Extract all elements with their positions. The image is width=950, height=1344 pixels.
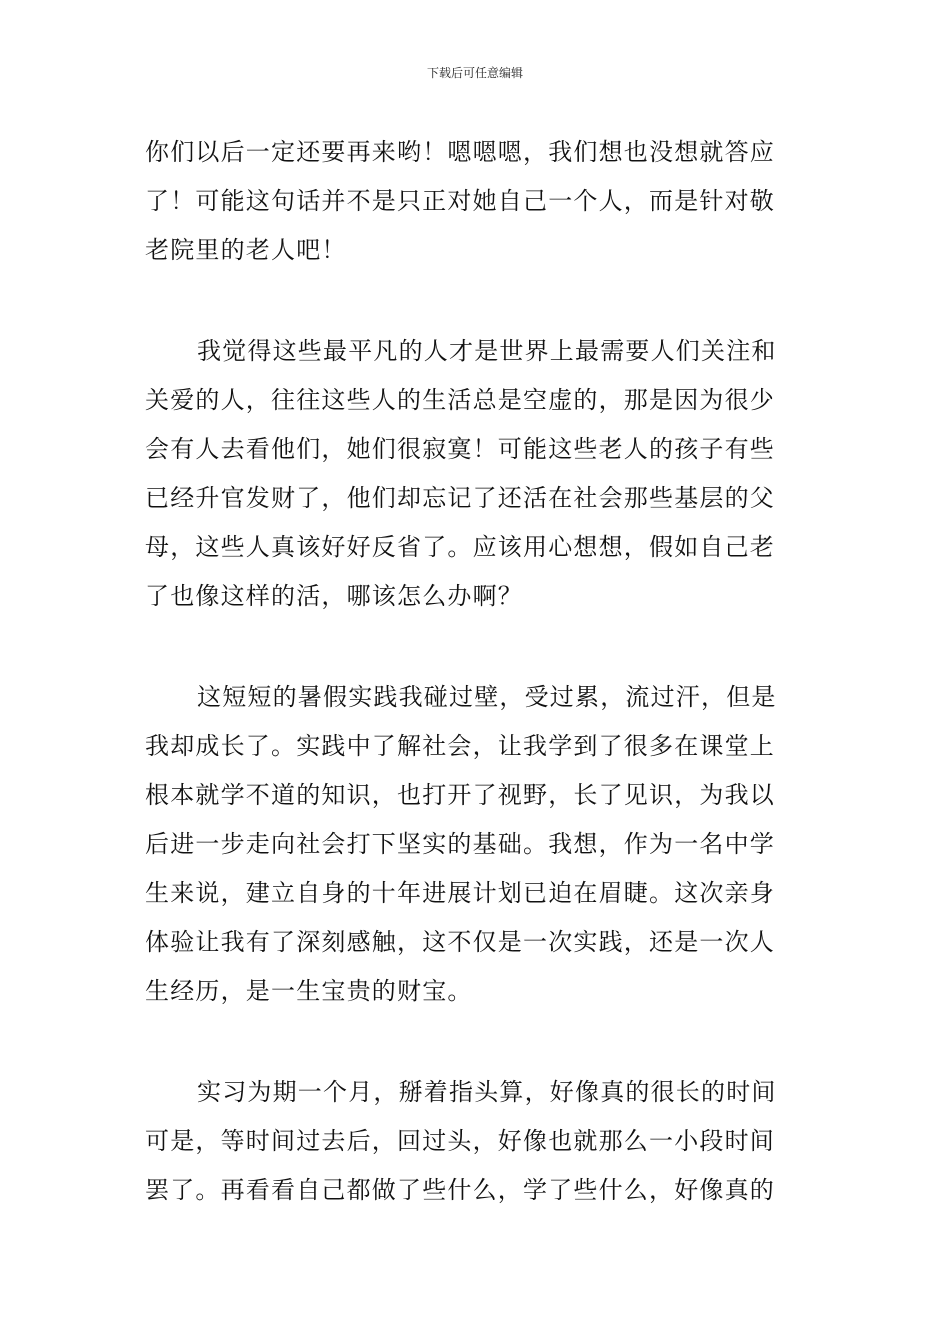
paragraph-line: 会有人去看他们，她们很寂寞！可能这些老人的孩子有些 (145, 435, 775, 463)
paragraph-line: 关爱的人，往往这些人的生活总是空虚的，那是因为很少 (145, 386, 775, 414)
paragraph-2 (145, 327, 809, 621)
paragraph-line: 已经升官发财了，他们却忘记了还活在社会那些基层的父 (145, 484, 775, 512)
paragraph-4 (145, 1068, 809, 1215)
paragraph-line: 生经历，是一生宝贵的财宝。 (145, 977, 473, 1005)
paragraph-line: 生来说，建立自身的十年进展计划已迫在眉睫。这次亲身 (145, 879, 775, 907)
paragraph-1 (145, 128, 809, 275)
paragraph-line: 实习为期一个月，掰着指头算，好像真的很长的时间 (197, 1078, 777, 1106)
paragraph-line: 我觉得这些最平凡的人才是世界上最需要人们关注和 (197, 337, 777, 365)
paragraph-line: 我却成长了。实践中了解社会，让我学到了很多在课堂上 (145, 732, 775, 760)
paragraph-line: 罢了。再看看自己都做了些什么，学了些什么，好像真的 (145, 1176, 775, 1204)
paragraph-line: 你们以后一定还要再来哟！嗯嗯嗯，我们想也没想就答应 (145, 138, 775, 166)
paragraph-line: 后进一步走向社会打下坚实的基础。我想，作为一名中学 (145, 830, 775, 858)
page-header-note: 下载后可任意编辑 (426, 66, 523, 80)
document-body (145, 128, 809, 1267)
paragraph-line: 了也像这样的活，哪该怎么办啊？ (145, 582, 523, 610)
paragraph-line: 了！可能这句话并不是只正对她自己一个人，而是针对敬 (145, 187, 775, 215)
paragraph-3 (145, 673, 809, 1016)
paragraph-line: 根本就学不道的知识，也打开了视野，长了见识，为我以 (145, 781, 775, 809)
paragraph-line: 这短短的暑假实践我碰过壁，受过累，流过汗，但是 (197, 683, 777, 711)
paragraph-line: 体验让我有了深刻感触，这不仅是一次实践，还是一次人 (145, 928, 775, 956)
paragraph-line: 母，这些人真该好好反省了。应该用心想想，假如自己老 (145, 533, 775, 561)
paragraph-line: 可是，等时间过去后，回过头，好像也就那么一小段时间 (145, 1127, 775, 1155)
paragraph-line: 老院里的老人吧！ (145, 236, 347, 264)
